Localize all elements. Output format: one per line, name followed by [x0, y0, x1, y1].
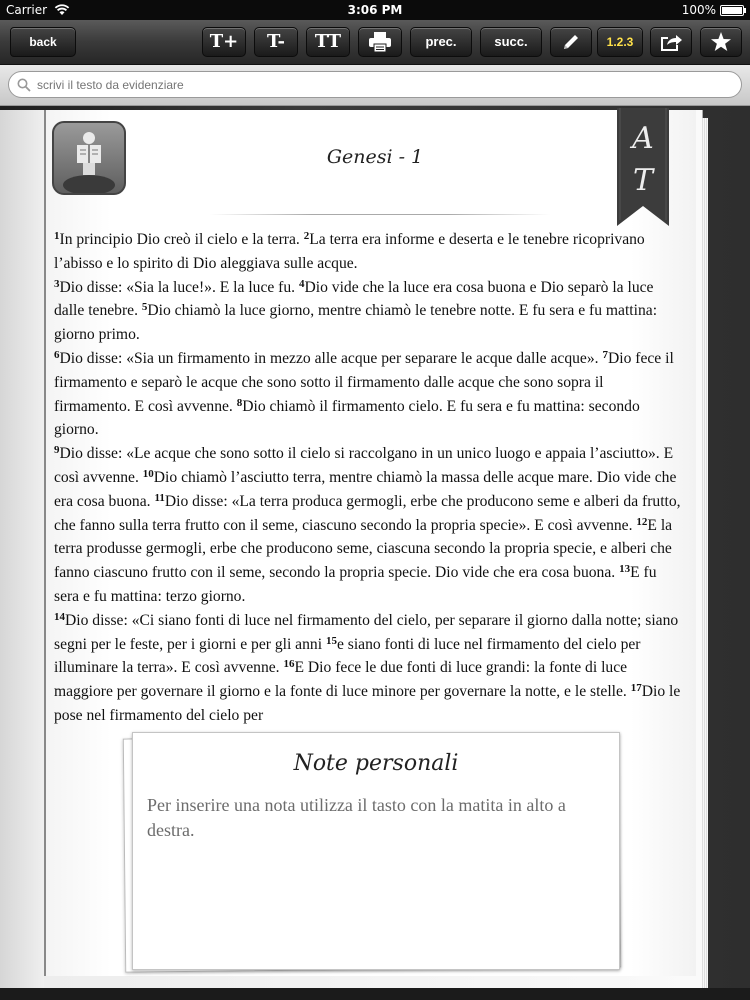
- verse[interactable]: [54, 231, 300, 248]
- back-button[interactable]: back: [10, 27, 76, 57]
- verse-text: E fu sera e fu mattina: terzo giorno.: [54, 564, 657, 605]
- verse-text: Dio disse: «La terra produca germogli, erbe che producono seme e alberi da frutto, che fanno sulla terra frutto con il seme, ciascuno secondo la propria specie». E così avvenne.: [54, 492, 681, 534]
- verse-text: Dio vide che la luce era cosa buona e Dio separò la luce dalle tenebre.: [54, 278, 654, 320]
- verse-text: Dio chiamò l’asciutto terra, mentre chiamò la massa delle acque mare. Dio vide che era cosa buona.: [54, 468, 677, 510]
- verse[interactable]: [54, 279, 295, 296]
- page-edges: [702, 118, 708, 990]
- print-icon: [368, 31, 392, 53]
- verse-paragraph: [54, 442, 684, 609]
- verse-text: E la terra produsse germogli, erbe che producono seme, ciascuna secondo la propria specie, e alberi che fanno ciascuno frutto con il seme, secondo la propria specie. Dio vide che era cosa buona.: [54, 516, 673, 582]
- font-decrease-button[interactable]: T-: [254, 27, 298, 57]
- verse-paragraph: [54, 609, 684, 724]
- verse-text: Dio le pose nel firmamento del cielo per: [54, 683, 681, 724]
- next-chapter-button[interactable]: succ.: [480, 27, 542, 57]
- reader-figure: [54, 123, 124, 193]
- ribbon-letter-a: A: [632, 121, 654, 156]
- notes-hint: Per inserire una nota utilizza il tasto con la matita in alto a destra.: [147, 795, 566, 840]
- verse-number: 7: [602, 348, 608, 361]
- verse-numbers-button[interactable]: 1.2.3: [597, 27, 643, 57]
- verse[interactable]: [54, 350, 599, 367]
- verse-number: 9: [54, 444, 60, 457]
- verse-number: 11: [154, 491, 165, 504]
- verse-text: Dio disse: «Sia la luce!». E la luce fu.: [59, 278, 296, 296]
- verse[interactable]: [54, 302, 657, 343]
- search-input[interactable]: [8, 71, 742, 98]
- page-margin: [0, 110, 44, 990]
- verse-text: Dio fece il firmamento e separò le acque che sono sotto il firmamento dalle acque che sono sopra il firmamento. E così avvenne.: [54, 349, 674, 415]
- verse-number: 12: [636, 515, 648, 528]
- verse-number: 17: [630, 682, 642, 695]
- verse-number: 1: [54, 230, 60, 242]
- battery-percentage: 100%: [681, 3, 716, 17]
- notes-title: Note personali: [293, 751, 459, 776]
- search-icon: [17, 78, 31, 92]
- verse-text: Dio chiamò il firmamento cielo. E fu sera e fu mattina: secondo giorno.: [54, 397, 640, 439]
- verse-number: 8: [236, 396, 243, 409]
- share-button[interactable]: [650, 27, 692, 57]
- share-icon: [659, 32, 683, 52]
- verse-text: Dio disse: «Ci siano fonti di luce nel firmamento del cielo, per separare il giorno dalla notte; siano segni per le feste, per i giorni e per gli anni: [54, 611, 679, 653]
- verse-number: 4: [298, 277, 305, 290]
- bookmark-ribbon[interactable]: [617, 108, 669, 226]
- verse-text: E Dio fece le due fonti di luce grandi: la fonte di luce maggiore per governare il giorno e la fonte di luce minore per governare la notte, e le stelle.: [54, 659, 628, 701]
- verse-number: 2: [303, 230, 310, 242]
- font-style-button[interactable]: TT: [306, 27, 350, 57]
- reader-icon[interactable]: [52, 121, 126, 195]
- verse-text: e siano fonti di luce nel firmamento del cielo per illuminare la terra». E così avvenne.: [54, 635, 641, 677]
- ribbon-letter-t: T: [632, 163, 654, 198]
- verse-text: La terra era informe e deserta e le tenebre ricoprivano l’abisso e lo spirito di Dio aleggiava sulle acque.: [54, 231, 645, 272]
- verse-number: 14: [54, 610, 65, 623]
- print-button[interactable]: [358, 27, 402, 57]
- font-increase-button[interactable]: T+: [202, 27, 246, 57]
- scripture-text[interactable]: [54, 228, 684, 724]
- title-divider: [210, 214, 550, 215]
- verse-number: 15: [325, 634, 337, 647]
- verse-text: In principio Dio creò il cielo e la terra.: [59, 231, 300, 248]
- add-note-button[interactable]: [550, 27, 592, 57]
- pencil-icon: [561, 32, 581, 52]
- search-bar: [0, 65, 750, 106]
- verse-number: 5: [141, 301, 148, 314]
- battery-icon: [720, 5, 744, 16]
- chapter-title: Genesi - 1: [326, 146, 424, 168]
- carrier-label: Carrier: [6, 3, 48, 17]
- bottom-edge: [0, 988, 750, 1000]
- status-bar: [0, 0, 750, 20]
- personal-notes-card[interactable]: [132, 732, 620, 970]
- verse-text: Dio chiamò la luce giorno, mentre chiamò le tenebre notte. E fu sera e fu mattina: giorno primo.: [54, 302, 658, 344]
- verse-number: 16: [283, 658, 295, 671]
- verse-paragraph: [54, 228, 684, 276]
- verse-paragraph: [54, 276, 684, 347]
- clock: 3:06 PM: [347, 3, 403, 17]
- verse-number: 6: [54, 348, 60, 361]
- previous-chapter-button[interactable]: prec.: [410, 27, 472, 57]
- star-icon: [710, 31, 732, 53]
- toolbar: [0, 20, 750, 65]
- verse-text: Dio disse: «Le acque che sono sotto il cielo si raccolgano in un unico luogo e appaia l’asciutto». E così avvenne.: [54, 445, 674, 486]
- verse-paragraph: [54, 347, 684, 442]
- verse-number: 13: [619, 563, 631, 576]
- verse-number: 10: [142, 467, 154, 480]
- favorite-button[interactable]: [700, 27, 742, 57]
- verse-text: Dio disse: «Sia un firmamento in mezzo alle acque per separare le acque dalle acque».: [59, 349, 599, 367]
- verse-number: 3: [54, 277, 60, 290]
